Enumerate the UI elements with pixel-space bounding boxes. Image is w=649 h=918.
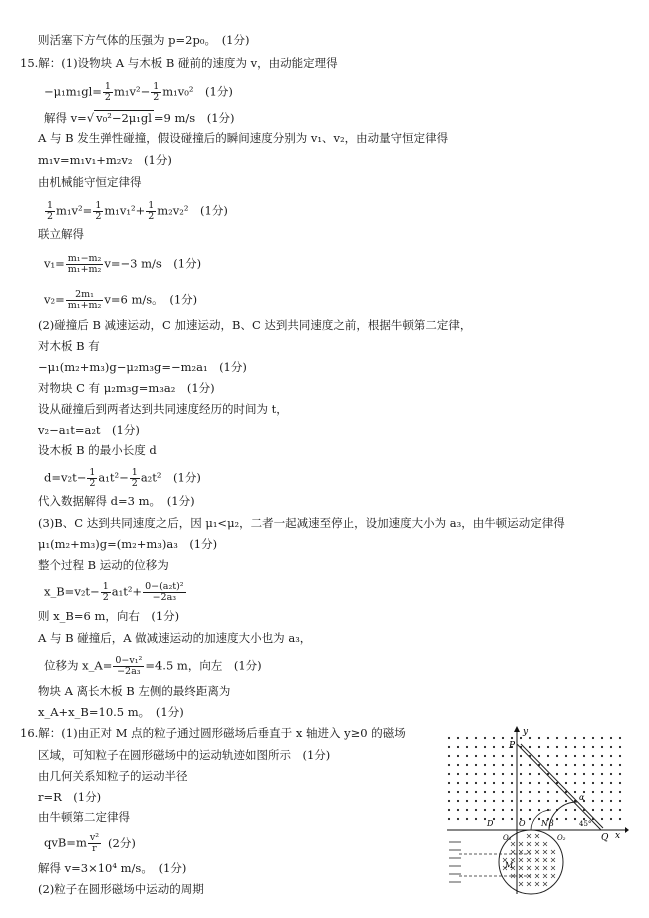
field-dot (484, 773, 486, 775)
field-dot (475, 800, 477, 802)
field-dot (448, 782, 450, 784)
equation: qvB=m $\frac{\text{v²}}{r}$ (2分) (44, 832, 136, 854)
text-line: 设从碰撞后到两者达到共同速度经历的时间为 t， (38, 402, 288, 416)
equation: $\frac{1}{2}$ m₁v²= $\frac{1}{2}$ m₁v₁²+ $\frac{1}{2}$ m₂v₂² (1分) (47, 200, 228, 222)
field-dot (538, 737, 540, 739)
field-cross (519, 882, 523, 886)
field-dot (502, 746, 504, 748)
field-dot (484, 737, 486, 739)
field-dot (619, 773, 621, 775)
field-dot (583, 782, 585, 784)
field-dot (484, 809, 486, 811)
text-line: 整个过程 B 运动的位移为 (38, 558, 169, 572)
field-cross (519, 858, 523, 862)
axis-x-label: x (615, 831, 621, 841)
field-dot (610, 818, 612, 820)
field-dot (547, 764, 549, 766)
field-dot (619, 782, 621, 784)
field-dot (547, 746, 549, 748)
field-dot (601, 800, 603, 802)
field-dot (511, 809, 513, 811)
field-dot (619, 737, 621, 739)
field-dot (520, 809, 522, 811)
field-cross (551, 866, 555, 870)
field-dot (466, 791, 468, 793)
field-dot (592, 755, 594, 757)
field-cross (519, 842, 523, 846)
field-dot (574, 809, 576, 811)
field-dot (466, 773, 468, 775)
x-axis-arrow-icon (625, 827, 629, 833)
field-dot (610, 800, 612, 802)
equation: −μ₁m₁gl= $\frac{1}{2}$ m₁v²− $\frac{1}{2}$ m₁v₀² (1分) (44, 81, 233, 103)
text-line: 区域，可知粒子在圆形磁场中的运动轨迹如图所示 (1分) (38, 748, 331, 762)
field-dot (592, 746, 594, 748)
field-dot (466, 737, 468, 739)
field-dot (475, 737, 477, 739)
field-dot (565, 746, 567, 748)
field-cross (511, 842, 515, 846)
field-dot (592, 791, 594, 793)
field-dot (484, 764, 486, 766)
text-line: 由机械能守恒定律得 (38, 175, 142, 189)
field-dot (475, 764, 477, 766)
problem-15-heading: 15.解：(1)设物块 A 与木板 B 碰前的速度为 v，由动能定理得 (20, 56, 338, 70)
field-dot (574, 773, 576, 775)
field-dot (493, 809, 495, 811)
field-dot (547, 755, 549, 757)
field-cross (543, 858, 547, 862)
field-dot (619, 809, 621, 811)
field-dot (511, 764, 513, 766)
equation: 对物块 C 有 μ₂m₃g=m₃a₂ (1分) (38, 381, 215, 395)
field-dot (574, 755, 576, 757)
field-dot (493, 737, 495, 739)
field-dot (493, 773, 495, 775)
field-dot (538, 800, 540, 802)
field-dot (502, 818, 504, 820)
field-dot (556, 764, 558, 766)
field-dot (520, 800, 522, 802)
field-dot (547, 791, 549, 793)
field-dot (502, 773, 504, 775)
field-dot (493, 764, 495, 766)
text-line: 设木板 B 的最小长度 d (38, 443, 157, 457)
field-dot (556, 800, 558, 802)
text-line: A 与 B 发生弹性碰撞，假设碰撞后的瞬间速度分别为 v₁、v₂，由动量守恒定律得 (38, 131, 449, 145)
field-dot (538, 818, 540, 820)
equation: μ₁(m₂+m₃)g=(m₂+m₃)a₃ (1分) (38, 537, 218, 551)
field-dot (583, 764, 585, 766)
field-dot (565, 737, 567, 739)
field-cross (543, 882, 547, 886)
field-dot (520, 791, 522, 793)
angle-45-label: 45° (579, 820, 592, 828)
field-dot (565, 809, 567, 811)
text-line: 则 x_B=6 m，向右 (1分) (38, 609, 180, 623)
field-dot (448, 764, 450, 766)
field-dot (457, 791, 459, 793)
equation: v₂−a₁t=a₂t (1分) (38, 423, 140, 437)
field-cross (543, 842, 547, 846)
field-dot (520, 755, 522, 757)
field-dot (610, 764, 612, 766)
field-dot (484, 791, 486, 793)
equation: r=R (1分) (38, 790, 102, 804)
field-cross (527, 842, 531, 846)
boundary-line (517, 744, 601, 830)
field-dot (610, 755, 612, 757)
point-q-label: Q (601, 833, 609, 843)
field-dot (565, 800, 567, 802)
field-cross (551, 858, 555, 862)
field-dot (592, 773, 594, 775)
field-dot (493, 791, 495, 793)
text-line: A 与 B 碰撞后，A 做减速运动的加速度大小也为 a₃， (38, 631, 312, 645)
field-dot (466, 800, 468, 802)
field-cross (543, 866, 547, 870)
field-dot (475, 782, 477, 784)
field-dot (619, 800, 621, 802)
angle-beta-label: β (549, 819, 554, 828)
field-dot (574, 764, 576, 766)
field-dot (574, 782, 576, 784)
field-dot (610, 791, 612, 793)
field-dot (511, 737, 513, 739)
equation: m₁v=m₁v₁+m₂v₂ (1分) (38, 153, 172, 167)
field-dot (529, 800, 531, 802)
point-o1-label: O₁ (503, 834, 512, 842)
trajectory-line (521, 744, 603, 828)
field-dot (511, 782, 513, 784)
field-dot (511, 818, 513, 820)
field-dot (556, 737, 558, 739)
field-dot (574, 737, 576, 739)
text-line: 代入数据解得 d=3 m。 (1分) (38, 494, 195, 508)
text-line: (2)碰撞后 B 减速运动，C 加速运动，B、C 达到共同速度之前，根据牛顿第二定律， (38, 318, 472, 332)
field-dot (565, 782, 567, 784)
field-dot (457, 782, 459, 784)
point-m-label: M (505, 861, 514, 870)
field-dot (619, 818, 621, 820)
field-cross (535, 866, 539, 870)
field-dot (601, 737, 603, 739)
field-dot (475, 746, 477, 748)
field-dot (511, 773, 513, 775)
field-dot (529, 737, 531, 739)
field-dot (583, 755, 585, 757)
field-dot (610, 773, 612, 775)
angle-alpha-label: α (579, 793, 585, 802)
field-cross (551, 850, 555, 854)
problem-16-heading: 16.解：(1)由正对 M 点的粒子通过圆形磁场后垂直于 x 轴进入 y≥0 的磁场 (20, 726, 406, 740)
text-line: 联立解得 (38, 227, 84, 241)
equation: 解得 v=√ v₀²−2μ₁gl =9 m/s (1分) (44, 111, 235, 125)
field-dot (556, 755, 558, 757)
field-dot (484, 782, 486, 784)
field-dot (538, 809, 540, 811)
field-dot (574, 818, 576, 820)
field-dot (475, 755, 477, 757)
equation: v₂= $\frac{\text{2m₁}}{\text{m₁+m₂}}$ v=6 m/s。 (1分) (44, 289, 198, 311)
field-dot (619, 746, 621, 748)
field-dot (457, 809, 459, 811)
field-dot (457, 737, 459, 739)
text-line: 则活塞下方气体的压强为 p=2p₀。 (1分) (38, 33, 250, 47)
field-dot (457, 755, 459, 757)
field-dot (502, 782, 504, 784)
equation: x_B=v₂t− $\frac{1}{2}$ a₁t²+ $\frac{\text{0−(a₂t)²}}{\text{−2a₃}}$ (44, 581, 184, 603)
field-dot (511, 800, 513, 802)
field-cross (535, 874, 539, 878)
field-dot (565, 764, 567, 766)
field-dot (529, 746, 531, 748)
y-axis-arrow-icon (514, 726, 520, 732)
field-dot (502, 737, 504, 739)
field-dot (556, 746, 558, 748)
field-dot (565, 773, 567, 775)
field-dot (619, 755, 621, 757)
field-dot (511, 791, 513, 793)
field-dot (529, 809, 531, 811)
field-dot (583, 737, 585, 739)
field-dot (538, 791, 540, 793)
field-dot (592, 809, 594, 811)
field-dot (592, 800, 594, 802)
text-line: 由牛顿第二定律得 (38, 810, 130, 824)
field-cross (527, 866, 531, 870)
field-dot (565, 755, 567, 757)
field-dot (529, 782, 531, 784)
field-dot (502, 791, 504, 793)
equation: d=v₂t− $\frac{1}{2}$ a₁t²− $\frac{1}{2}$ a₂t² (1分) (44, 467, 201, 489)
field-dot (493, 746, 495, 748)
field-cross (519, 866, 523, 870)
magnetic-field-dots (448, 737, 621, 820)
field-dot (475, 773, 477, 775)
equation: −μ₁(m₂+m₃)g−μ₂m₃g=−m₂a₁ (1分) (38, 360, 247, 374)
field-dot (601, 818, 603, 820)
field-dot (457, 764, 459, 766)
field-dot (619, 764, 621, 766)
field-dot (484, 818, 486, 820)
field-cross (535, 834, 539, 838)
field-dot (601, 755, 603, 757)
field-dot (601, 746, 603, 748)
field-cross (519, 850, 523, 854)
field-dot (592, 764, 594, 766)
field-dot (493, 755, 495, 757)
text-line: 由几何关系知粒子的运动半径 (38, 769, 188, 783)
field-cross (527, 882, 531, 886)
field-dot (466, 746, 468, 748)
field-dot (511, 755, 513, 757)
field-dot (448, 800, 450, 802)
field-dot (475, 818, 477, 820)
field-dot (556, 791, 558, 793)
equation: v₁= $\frac{\text{m₁−m₂}}{\text{m₁+m₂}}$ v=−3 m/s (1分) (44, 253, 202, 275)
field-dot (592, 782, 594, 784)
field-dot (592, 737, 594, 739)
text-line: (2)粒子在圆形磁场中运动的周期 (38, 882, 204, 896)
field-dot (448, 755, 450, 757)
field-dot (484, 746, 486, 748)
field-dot (583, 746, 585, 748)
field-dot (448, 737, 450, 739)
field-dot (538, 782, 540, 784)
field-dot (601, 782, 603, 784)
field-dot (538, 746, 540, 748)
text-line: 物块 A 离长木板 B 左侧的最终距离为 (38, 684, 231, 698)
field-dot (457, 818, 459, 820)
field-cross (527, 834, 531, 838)
point-o2-label: O₂ (557, 834, 566, 842)
field-dot (466, 755, 468, 757)
field-dot (466, 764, 468, 766)
field-dot (493, 800, 495, 802)
field-dot (520, 764, 522, 766)
equation: 位移为 x_A= $\frac{\text{0−v₁²}}{\text{−2a₃}}$ =4.5 m，向左 (1分) (44, 655, 262, 677)
field-dot (547, 782, 549, 784)
field-dot (466, 818, 468, 820)
field-cross (535, 882, 539, 886)
field-dot (547, 737, 549, 739)
field-dot (475, 791, 477, 793)
point-d-label: D (487, 819, 494, 828)
text-line: 对木板 B 有 (38, 339, 100, 353)
field-dot (457, 773, 459, 775)
field-dot (574, 746, 576, 748)
field-dot (529, 791, 531, 793)
field-dot (538, 773, 540, 775)
field-dot (601, 791, 603, 793)
text-line: (3)B、C 达到共同速度之后，因 μ₁<μ₂，二者一起减速至停止，设加速度大小为 a₃，由牛顿运动定律得 (38, 516, 565, 530)
field-cross (543, 850, 547, 854)
point-n-label: N (541, 819, 548, 828)
field-dot (610, 746, 612, 748)
field-dot (565, 818, 567, 820)
field-dot (601, 764, 603, 766)
field-dot (610, 782, 612, 784)
field-dot (556, 773, 558, 775)
field-dot (610, 737, 612, 739)
field-cross (527, 850, 531, 854)
field-dot (493, 782, 495, 784)
field-cross (535, 858, 539, 862)
field-dot (457, 746, 459, 748)
field-dot (583, 773, 585, 775)
field-dot (448, 818, 450, 820)
field-dot (466, 782, 468, 784)
field-dot (529, 818, 531, 820)
field-dot (547, 800, 549, 802)
field-cross (551, 874, 555, 878)
field-dot (529, 764, 531, 766)
field-cross (511, 850, 515, 854)
point-p-label: P (509, 741, 516, 751)
axis-y-label: y (523, 727, 529, 737)
field-dot (502, 809, 504, 811)
field-dot (601, 809, 603, 811)
field-dot (601, 773, 603, 775)
field-dot (520, 737, 522, 739)
field-dot (574, 791, 576, 793)
field-dot (475, 809, 477, 811)
field-dot (484, 800, 486, 802)
field-dot (502, 800, 504, 802)
field-dot (502, 755, 504, 757)
field-dot (556, 818, 558, 820)
field-dot (448, 773, 450, 775)
field-dot (448, 746, 450, 748)
field-dot (457, 800, 459, 802)
field-dot (448, 791, 450, 793)
equation: x_A+x_B=10.5 m。 (1分) (38, 705, 184, 719)
field-dot (502, 764, 504, 766)
field-dot (520, 773, 522, 775)
equation: 解得 v=3×10⁴ m/s。 (1分) (38, 861, 187, 875)
field-cross (535, 842, 539, 846)
magnetic-field-diagram (445, 724, 629, 896)
field-cross (543, 874, 547, 878)
field-dot (484, 755, 486, 757)
field-dot (619, 791, 621, 793)
field-dot (520, 782, 522, 784)
field-cross (535, 850, 539, 854)
field-dot (529, 773, 531, 775)
field-dot (466, 809, 468, 811)
field-dot (538, 755, 540, 757)
field-dot (448, 809, 450, 811)
origin-label: O (519, 819, 526, 828)
field-cross (527, 858, 531, 862)
field-dot (610, 809, 612, 811)
